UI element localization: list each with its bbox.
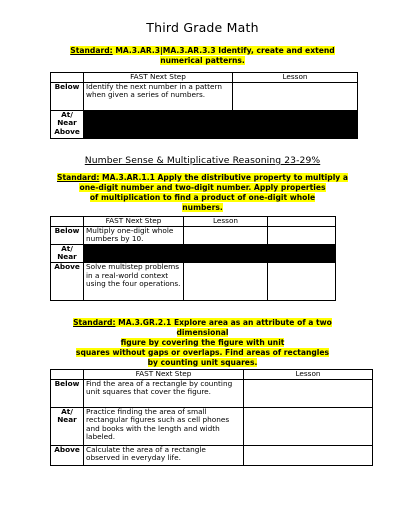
next-step-table [50, 216, 336, 301]
level-cell: At/ Near [51, 407, 84, 445]
next-step-table [50, 369, 373, 466]
lesson-extra-cell [268, 226, 336, 244]
standard-line: one-digit number and two-digit number. Apply properties [79, 183, 326, 192]
standard-line: by counting unit squares. [147, 358, 258, 367]
standard-line: numbers. [182, 203, 223, 212]
step-cell: Calculate the area of a rectangle observed in everyday life. [84, 445, 244, 465]
section-heading: Number Sense & Multiplicative Reasoning 23-29% [84, 155, 321, 166]
table-header-step: FAST Next Step [84, 73, 233, 83]
level-cell: Below [51, 226, 84, 244]
table-header-lesson: Lesson [233, 73, 358, 83]
lesson-cell [244, 407, 373, 445]
lesson-extra-cell [268, 244, 336, 262]
table-header-blank [51, 217, 84, 227]
lesson-cell [184, 262, 268, 300]
lesson-cell [184, 226, 268, 244]
level-cell: Above [51, 445, 84, 465]
standard-line: dimensional [176, 328, 229, 337]
step-cell: Find the area of a rectangle by counting unit squares that cover the figure. [84, 379, 244, 407]
standard-text [40, 46, 365, 66]
lesson-cell [233, 82, 358, 110]
lesson-extra-cell [268, 262, 336, 300]
standard-line: MA.3.AR.3|MA.3.AR.3.3 Identify, create and extend [112, 46, 335, 55]
table-header-lesson: Lesson [244, 370, 373, 380]
standard-line: MA.3.AR.1.1 Apply the distributive property to multiply a [99, 173, 349, 182]
level-cell: Above [51, 262, 84, 300]
standard-label: Standard: [56, 173, 100, 182]
step-cell: Multiply one-digit whole numbers by 10. [84, 226, 184, 244]
table-header-blank [51, 370, 84, 380]
table-header-step: FAST Next Step [84, 217, 184, 227]
next-step-table [50, 72, 358, 139]
table-header-extra [268, 217, 336, 227]
standard-text [20, 318, 385, 368]
step-cell: Solve multistep problems in a real-world context using the four operations. [84, 262, 184, 300]
standard-line: MA.3.GR.2.1 Explore area as an attribute of a two [115, 318, 332, 327]
table-header-step: FAST Next Step [84, 370, 244, 380]
step-cell: Practice finding the area of small rectangular figures such as cell phones and books with the length and width labeled. [84, 407, 244, 445]
standard-line: squares without gaps or overlaps. Find areas of rectangles [75, 348, 330, 357]
standard-line: of multiplication to find a product of one-digit whole [89, 193, 316, 202]
level-cell: At/ Near Above [51, 110, 84, 138]
table-header-lesson: Lesson [184, 217, 268, 227]
level-cell: Below [51, 82, 84, 110]
standard-line: numerical patterns. [160, 56, 245, 65]
step-cell [84, 110, 233, 138]
lesson-cell [184, 244, 268, 262]
page-title: Third Grade Math [146, 20, 259, 35]
standard-label: Standard: [70, 46, 113, 55]
lesson-cell [233, 110, 358, 138]
level-cell: At/ Near [51, 244, 84, 262]
table-header-blank [51, 73, 84, 83]
standard-label: Standard: [73, 318, 116, 327]
step-cell: Identify the next number in a pattern when given a series of numbers. [84, 82, 233, 110]
standard-text [20, 173, 385, 213]
step-cell [84, 244, 184, 262]
lesson-cell [244, 445, 373, 465]
standard-line: figure by covering the figure with unit [120, 338, 285, 347]
level-cell: Below [51, 379, 84, 407]
lesson-cell [244, 379, 373, 407]
